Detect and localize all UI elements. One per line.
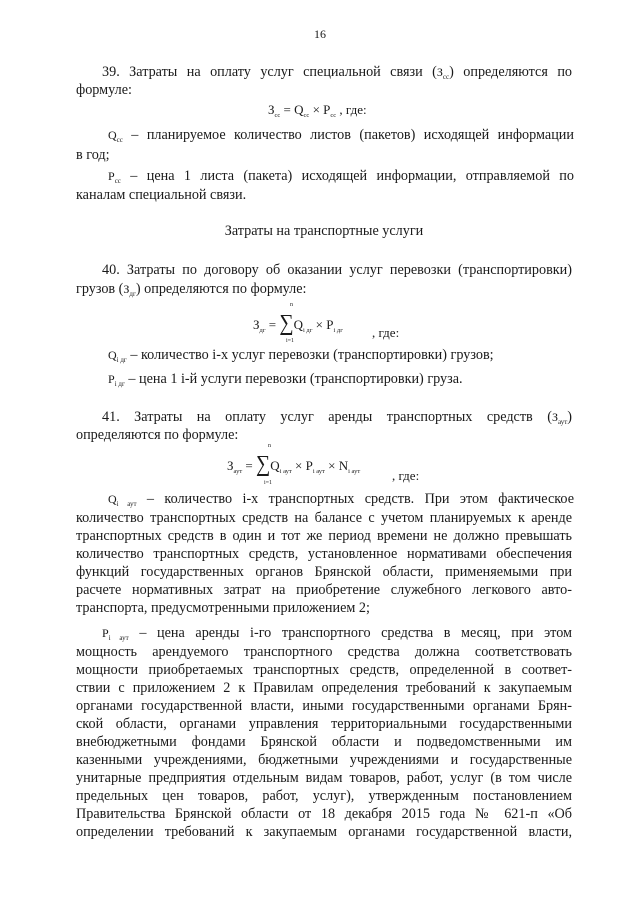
- p39-line2: формуле:: [76, 82, 132, 98]
- p41-def1-line: транспорта, предусмотренными приложением 2;: [76, 600, 370, 616]
- p41-def2-line: мощности приобретаемых транспортных средств, определенной в соответ-: [76, 662, 572, 678]
- p41-def2: $P_{i аут}$ – цена аренды i-го транспортного средства в месяц, при этом: [102, 625, 572, 642]
- p39-def1: $Q_{сс}$ – планируемое количество листов (пакетов) исходящей информации: [108, 127, 574, 144]
- p41-def2-line: мощность арендуемого транспортного средства должна соответствовать: [76, 644, 572, 660]
- p40-sum-upper: n: [290, 302, 293, 308]
- p40-line2: грузов $(З_{дг})$ определяются по формуле:: [76, 281, 307, 298]
- p41-formula-main: $З_{аут} = \sum Q_{i аут} \times P_{i аут} \times N_{i аут}$: [227, 451, 361, 477]
- p41-line1: 41. Затраты на оплату услуг аренды транспортных средств $(З_{аут})$: [102, 409, 572, 426]
- p39-def1-cont: в год;: [76, 147, 110, 163]
- p41-def2-line: казенными учреждениями, бюджетными учреждениями и государственные: [76, 752, 572, 768]
- p41-sum-upper: n: [268, 443, 271, 449]
- sigma-symbol: ∑: [279, 310, 294, 336]
- section-heading: Затраты на транспортные услуги: [224, 223, 424, 239]
- p39-line1: 39. Затраты на оплату услуг специальной связи $(З_{сс})$ определяются по: [102, 64, 572, 81]
- p41-def2-line: внебюджетными фондами Брянской области и подведомственными им: [76, 734, 572, 750]
- p41-def2-line: органами государственной власти, иными государственными органами Брян-: [76, 698, 572, 714]
- p40-formula-main: $З_{дг} = \sum Q_{i дг} \times P_{i дг}$: [253, 310, 343, 336]
- page-number: 16: [314, 27, 326, 41]
- p41-line2: определяются по формуле:: [76, 427, 239, 443]
- p40-def2: $P_{i дг}$ – цена 1 i-й услуги перевозки (транспортировки) груза.: [108, 371, 463, 388]
- p39-formula: $З_{сс} = Q_{сс} \times P_{сс}$ , где:: [268, 102, 367, 119]
- p39-def2: $P_{сс}$ – цена 1 листа (пакета) исходящей информации, отправляемой по: [108, 168, 574, 185]
- p39-def2-cont: каналам специальной связи.: [76, 187, 247, 203]
- p41-def2-line: ствии с приложением 2 к Правилам определения требований к закупаемым: [76, 680, 572, 696]
- p41-def1-line: функций государственных органов Брянской области, применяемыми при: [76, 564, 572, 580]
- p41-formula-tail: , где:: [392, 468, 420, 483]
- p41-sum-lower: i=1: [264, 480, 273, 486]
- p40-formula-tail: , где:: [372, 325, 400, 340]
- p41-def2-line: унитарные предприятия отдельным видам товаров, работ, услуг (в том числе: [76, 770, 572, 786]
- p41-def1-line: расчете нормативных затрат на приобретение служебного легкового авто-: [76, 582, 572, 598]
- p41-def1-line: количество транспортных средств, установленное нормативами обеспечения: [76, 546, 572, 562]
- p40-def1: $Q_{i дг}$ – количество i-х услуг перевозки (транспортировки) грузов;: [108, 347, 494, 364]
- p41-def2-line: ской области, органами управления территориальными государственными: [76, 716, 572, 732]
- p40-sum-lower: i=1: [286, 338, 295, 344]
- p41-def1-line: транспортных средств в один и тот же период времени не должно превышать: [76, 528, 572, 544]
- p40-line1: 40. Затраты по договору об оказании услуг перевозки (транспортировки): [102, 262, 572, 278]
- p41-def1: $Q_{i аут}$ – количество i-х транспортных средств. При этом фактическое: [108, 491, 574, 508]
- sigma-symbol-2: ∑: [256, 451, 271, 477]
- p41-def1-line: количество транспортных средств на балансе с учетом планируемых к аренде: [76, 510, 572, 526]
- p41-def2-line: предельных цен товаров, работ, услуг), утвержденным постановлением: [76, 788, 572, 804]
- p41-def2-line: Правительства Брянской области от 18 декабря 2015 года № 621-п «Об: [76, 806, 572, 822]
- p41-def2-line: определении требований к закупаемым органами государственной власти,: [76, 824, 572, 840]
